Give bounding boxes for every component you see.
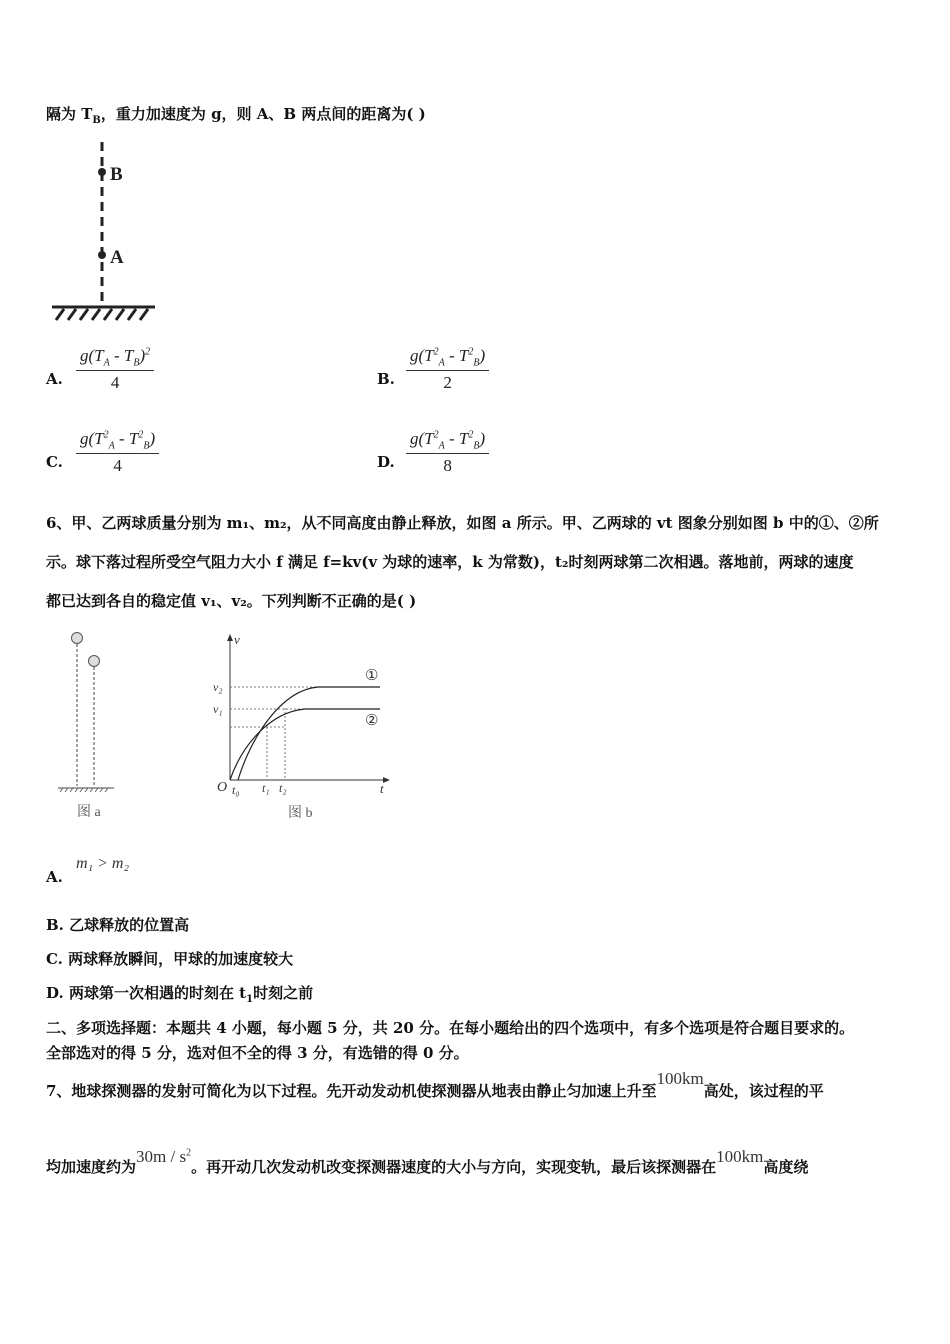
q6-stem-line2: 示。球下落过程所受空气阻力大小 f 满足 f=kv(v 为球的速率，k 为常数)，t₂时刻两球第二次相遇。落地前，两球的速度: [46, 553, 854, 571]
t1-label: t₁: [262, 781, 270, 795]
curve-1: [238, 687, 380, 780]
v2-label: v₂: [213, 680, 223, 694]
axis-t-label: t: [380, 781, 384, 796]
q7-line1: 7、地球探测器的发射可简化为以下过程。先开动发动机使探测器从地表由静止匀加速上升至100km高处，该过程的平: [46, 1069, 824, 1100]
q5-option-c-label[interactable]: C.: [46, 453, 63, 471]
q6-option-a-text[interactable]: m₁ > m₂: [76, 855, 130, 872]
q7-height-2: 100km: [716, 1147, 764, 1166]
q7-line2: 均加速度约为$30m / s^2$。再开动几次发动机改变探测器速度的大小与方向，实现变轨，最后该探测器在100km高度绕: [46, 1147, 809, 1176]
q6-figure-b: [210, 630, 400, 825]
curve-2-label: ②: [365, 713, 379, 729]
q5-option-c-formula[interactable]: $\frac{g(T^2_A - T^2_B)}{4}$: [76, 429, 159, 476]
t0-label: t₀: [232, 783, 240, 797]
q7-acceleration: $30m / s^2$: [136, 1147, 192, 1166]
q5-option-b-formula[interactable]: $\frac{g(T^2_A - T^2_B)}{2}$: [406, 346, 489, 393]
axis-v-label: v: [234, 632, 240, 647]
label-a: A: [110, 247, 124, 268]
t2-label: t₂: [279, 781, 287, 795]
q5-option-a-label[interactable]: A.: [46, 370, 63, 388]
q6-stem-line3: 都已达到各自的稳定值 v₁、v₂。下列判断不正确的是( ): [46, 592, 417, 610]
section2-line1: 二、多项选择题：本题共 4 小题，每小题 5 分，共 20 分。在每小题给出的四个选项中，有多个选项是符合题目要求的。: [46, 1019, 855, 1037]
q5-option-a-formula[interactable]: $\frac{g(T_A - T_B)^2}{4}$: [76, 346, 154, 393]
caption-fig-a: 图 a: [77, 805, 101, 820]
q5-figure: [50, 140, 170, 325]
curve-1-label: ①: [365, 668, 379, 684]
point-b: [98, 168, 106, 176]
q7-height-1: 100km: [656, 1069, 704, 1088]
q6-option-c[interactable]: C. 两球释放瞬间，甲球的加速度较大: [46, 950, 294, 968]
ball-yi: [89, 656, 100, 667]
q6-option-d[interactable]: D. 两球第一次相遇的时刻在 $t_1$时刻之前: [46, 984, 314, 1005]
origin-label: O: [217, 780, 228, 795]
q6-option-b[interactable]: B. 乙球释放的位置高: [46, 916, 190, 934]
q5-option-b-label[interactable]: B.: [377, 370, 395, 388]
q5-option-d-formula[interactable]: $\frac{g(T^2_A - T^2_B)}{8}$: [406, 429, 489, 476]
q5-stem: 隔为 $T_B$，重力加速度为 g，则 A、B 两点间的距离为( ): [46, 105, 426, 126]
q6-figure-a: [50, 628, 140, 823]
section2-line2: 全部选对的得 5 分，选对但不全的得 3 分，有选错的得 0 分。: [46, 1044, 469, 1062]
ball-jia: [72, 633, 83, 644]
v1-label: v₁: [213, 702, 223, 716]
q6-stem-line1: 6、甲、乙两球质量分别为 m₁、m₂，从不同高度由静止释放，如图 a 所示。甲、乙两球的 vt 图象分别如图 b 中的①、②所: [46, 514, 879, 532]
q6-option-a-label[interactable]: A.: [46, 868, 63, 886]
label-b: B: [110, 164, 123, 185]
point-a: [98, 251, 106, 259]
q5-option-d-label[interactable]: D.: [377, 453, 395, 471]
caption-fig-b: 图 b: [288, 806, 313, 821]
